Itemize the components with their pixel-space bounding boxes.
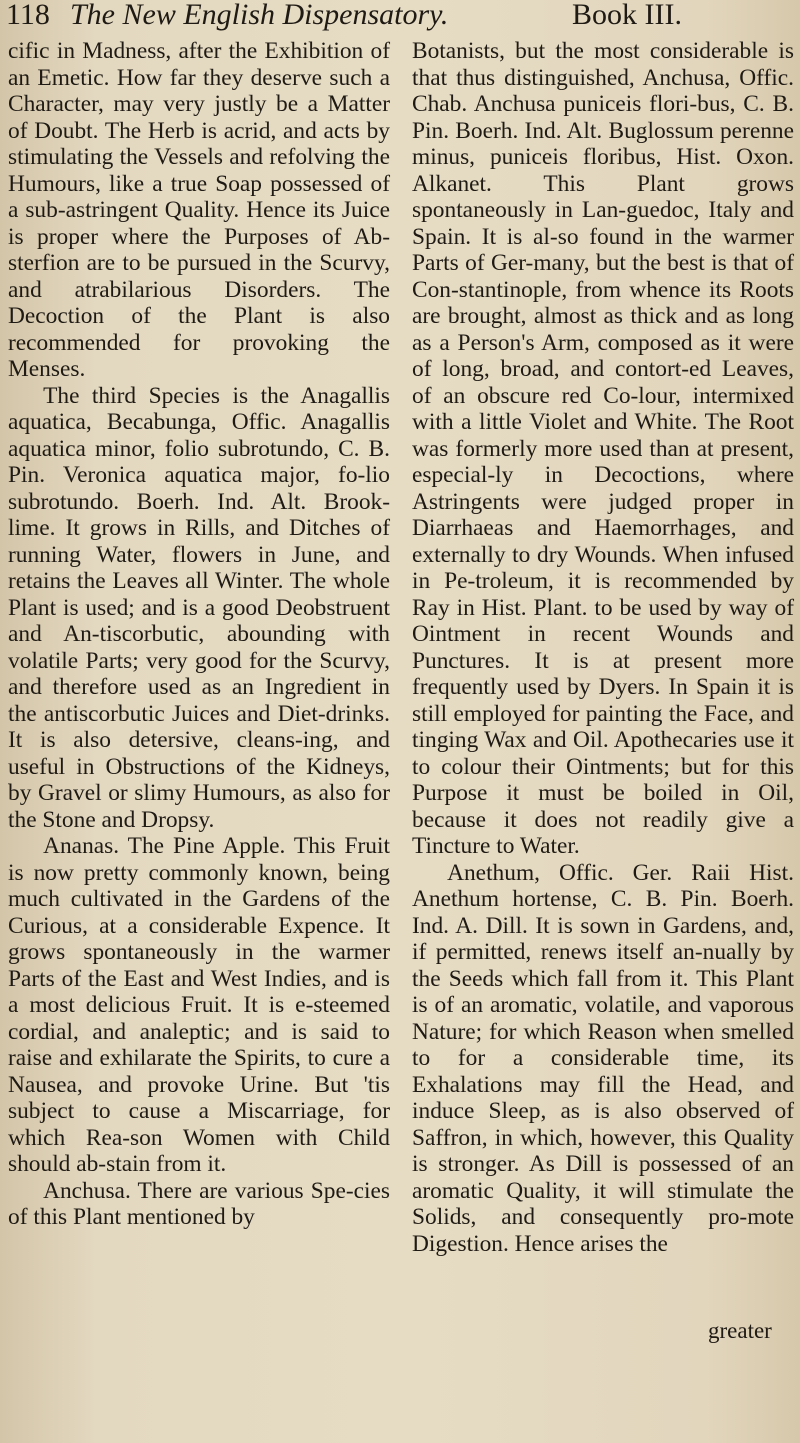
book-number: Book III.	[572, 0, 682, 31]
paragraph: Anethum, Offic. Ger. Raii Hist. Anethum hortense, C. B. Pin. Boerh. Ind. A. Dill. It is sown in Gardens, and, if permitted, renews itself an-nually by the Seeds which fall from it. This Plant is of an aromatic, volatile, and vaporous Nature; for which Reason when smelled to for a considerable time, its Exhalations may fill the Head, and induce Sleep, as is also observed of Saffron, in which, however, this Quality is stronger. As Dill is possessed of an aromatic Quality, it will stimulate the Solids, and consequently pro-mote Digestion. Hence arises the	[412, 859, 794, 1257]
left-column	[8, 38, 390, 1231]
right-column	[412, 38, 794, 1257]
paragraph: The third Species is the Anagallis aquatica, Becabunga, Offic. Anagallis aquatica minor, folio subrotundo, C. B. Pin. Veronica aquatica major, fo-lio subrotundo. Boerh. Ind. Alt. Brook-lime. It grows in Rills, and Ditches of running Water, flowers in June, and retains the Leaves all Winter. The whole Plant is used; and is a good Deobstruent and An-tiscorbutic, abounding with volatile Parts; very good for the Scurvy, and therefore used as an Ingredient in the antiscorbutic Juices and Diet-drinks. It is also detersive, cleans-ing, and useful in Obstructions of the Kidneys, by Gravel or slimy Humours, as also for the Stone and Dropsy.	[8, 382, 390, 833]
catchword: greater	[708, 1318, 772, 1343]
paragraph: cific in Madness, after the Exhibition of an Emetic. How far they deserve such a Character, may very justly be a Matter of Doubt. The Herb is acrid, and acts by stimulating the Vessels and refolving the Humours, like a true Soap possessed of a sub-astringent Quality. Hence its Juice is proper where the Purposes of Ab-sterfion are to be pursued in the Scurvy, and atrabilarious Disorders. The Decoction of the Plant is also recommended for provoking the Menses.	[8, 38, 390, 382]
page-number: 118	[6, 0, 50, 31]
book-title: The New English Dispensatory.	[70, 0, 449, 31]
paragraph: Botanists, but the most considerable is that thus distinguished, Anchusa, Offic. Chab. Anchusa puniceis flori-bus, C. B. Pin. Boerh. Ind. Alt. Buglossum perenne minus, puniceis floribus, Hist. Oxon. Alkanet. This Plant grows spontaneously in Lan-guedoc, Italy and Spain. It is al-so found in the warmer Parts of Ger-many, but the best is that of Con-stantinople, from whence its Roots are brought, almost as thick and as long as a Person's Arm, composed as it were of long, broad, and contort-ed Leaves, of an obscure red Co-lour, intermixed with a little Violet and White. The Root was formerly more used than at present, especial-ly in Decoctions, where Astringents were judged proper in Diarrhaeas and Haemorrhages, and externally to dry Wounds. When infused in Pe-troleum, it is recommended by Ray in Hist. Plant. to be used by way of Ointment in recent Wounds and Punctures. It is at present more frequently used by Dyers. In Spain it is still employed for painting the Face, and tinging Wax and Oil. Apothecaries use it to colour their Ointments; but for this Purpose it must be boiled in Oil, because it does not readily give a Tincture to Water.	[412, 38, 794, 859]
paragraph: Ananas. The Pine Apple. This Fruit is now pretty commonly known, being much cultivated in the Gardens of the Curious, at a considerable Expence. It grows spontaneously in the warmer Parts of the East and West Indies, and is a most delicious Fruit. It is e-steemed cordial, and analeptic; and is said to raise and exhilarate the Spirits, to cure a Nausea, and provoke Urine. But 'tis subject to cause a Miscarriage, for which Rea-son Women with Child should ab-stain from it.	[8, 833, 390, 1177]
paragraph: Anchusa. There are various Spe-cies of this Plant mentioned by	[8, 1177, 390, 1230]
running-head	[0, 0, 800, 36]
